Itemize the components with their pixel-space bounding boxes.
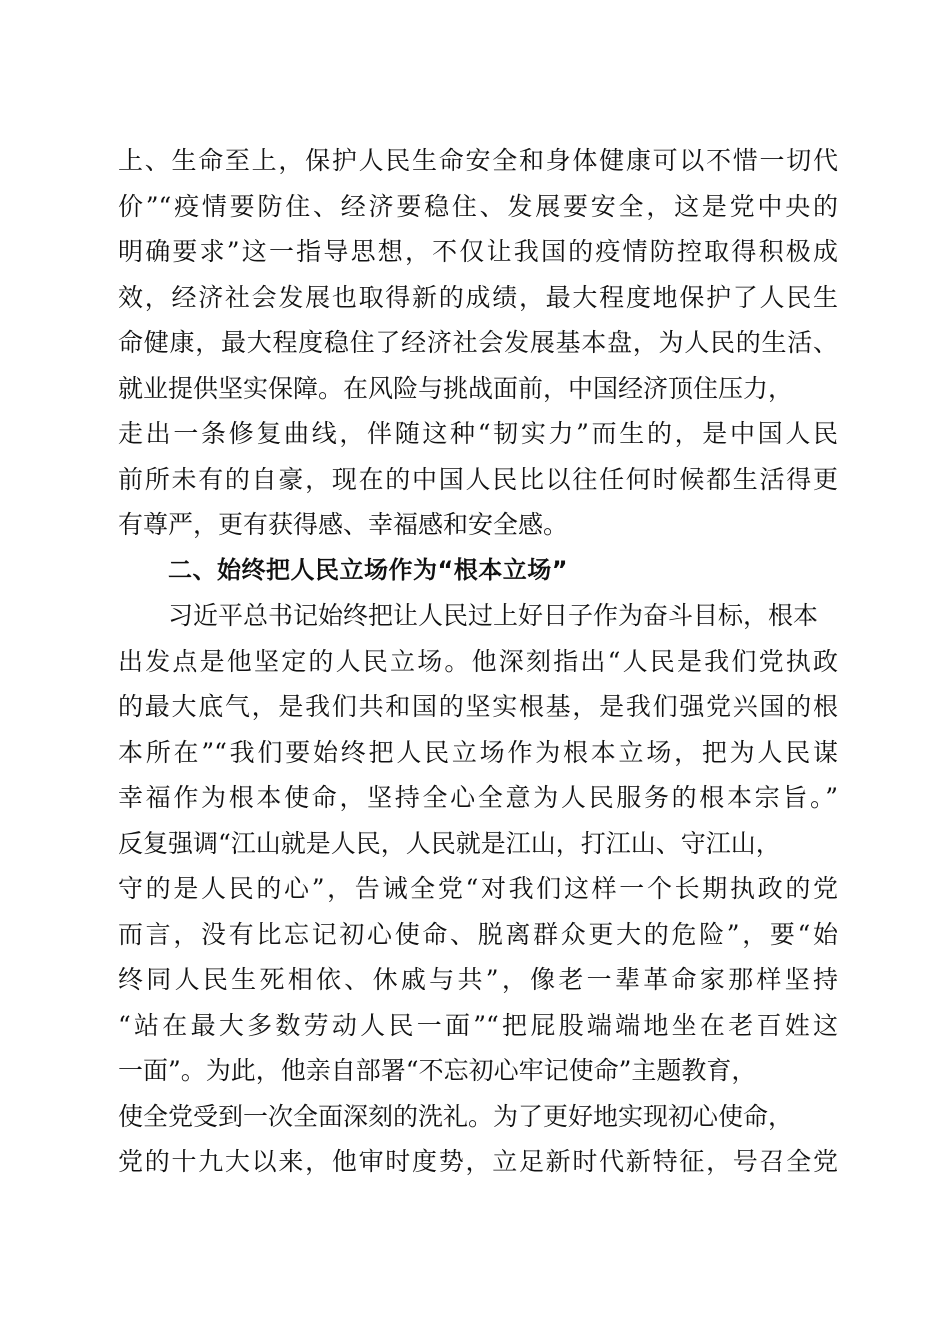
paragraph-2-line: 党的十九大以来，他审时度势，立足新时代新特征，号召全党: [118, 1147, 838, 1176]
paragraph-2-line: 本所在”“我们要始终把人民立场作为根本立场，把为人民谋: [118, 737, 838, 767]
paragraph-2-line: 而言，没有比忘记初心使命、脱离群众更大的危险”，要“始: [118, 919, 838, 949]
paragraph-2-line: 反复强调“江山就是人民，人民就是江山，打江山、守江山，: [118, 828, 781, 858]
paragraph-2-line: 出发点是他坚定的人民立场。他深刻指出“人民是我们党执政: [118, 646, 838, 676]
paragraph-2-line: 幸福作为根本使命，坚持全心全意为人民服务的根本宗旨。”: [118, 783, 838, 812]
paragraph-1-line: 命健康，最大程度稳住了经济社会发展基本盘，为人民的生活、: [118, 328, 838, 357]
paragraph-2-line: 使全党受到一次全面深刻的洗礼。为了更好地实现初心使命，: [118, 1101, 794, 1131]
document-body: [118, 138, 838, 1185]
paragraph-2-line: 一面”。为此，他亲自部署“不忘初心牢记使命”主题教育，: [118, 1056, 757, 1085]
paragraph-2-line: “站在最大多数劳动人民一面”“把屁股端端地坐在老百姓这: [118, 1010, 838, 1040]
paragraph-1-line: 就业提供坚实保障。在风险与挑战面前，中国经济顶住压力，: [118, 373, 794, 403]
paragraph-1-line: 前所未有的自豪，现在的中国人民比以往任何时候都生活得更: [118, 464, 838, 494]
paragraph-2-line: 守的是人民的心”，告诫全党“对我们这样一个长期执政的党: [118, 874, 838, 903]
paragraph-1-line: 明确要求”这一指导思想，不仅让我国的疫情防控取得积极成: [118, 237, 838, 266]
paragraph-1-line: 价”“疫情要防住、经济要稳住、发展要安全，这是党中央的: [118, 191, 838, 221]
paragraph-1-line: 效，经济社会发展也取得新的成绩，最大程度地保护了人民生: [118, 282, 838, 312]
paragraph-1-line: 上、生命至上，保护人民生命安全和身体健康可以不惜一切代: [118, 146, 838, 175]
paragraph-2-line: 的最大底气，是我们共和国的坚实根基，是我们强党兴国的根: [118, 692, 838, 721]
paragraph-1-line: 走出一条修复曲线，伴随这种“韧实力”而生的，是中国人民: [118, 419, 838, 448]
paragraph-2-line: 终同人民生死相依、休戚与共”，像老一辈革命家那样坚持: [118, 965, 838, 994]
section-heading: 二、始终把人民立场作为“根本立场”: [168, 555, 569, 584]
paragraph-2-line: 习近平总书记始终把让人民过上好日子作为奋斗目标，根本: [168, 601, 819, 630]
paragraph-1-line: 有尊严，更有获得感、幸福感和安全感。: [118, 510, 569, 539]
